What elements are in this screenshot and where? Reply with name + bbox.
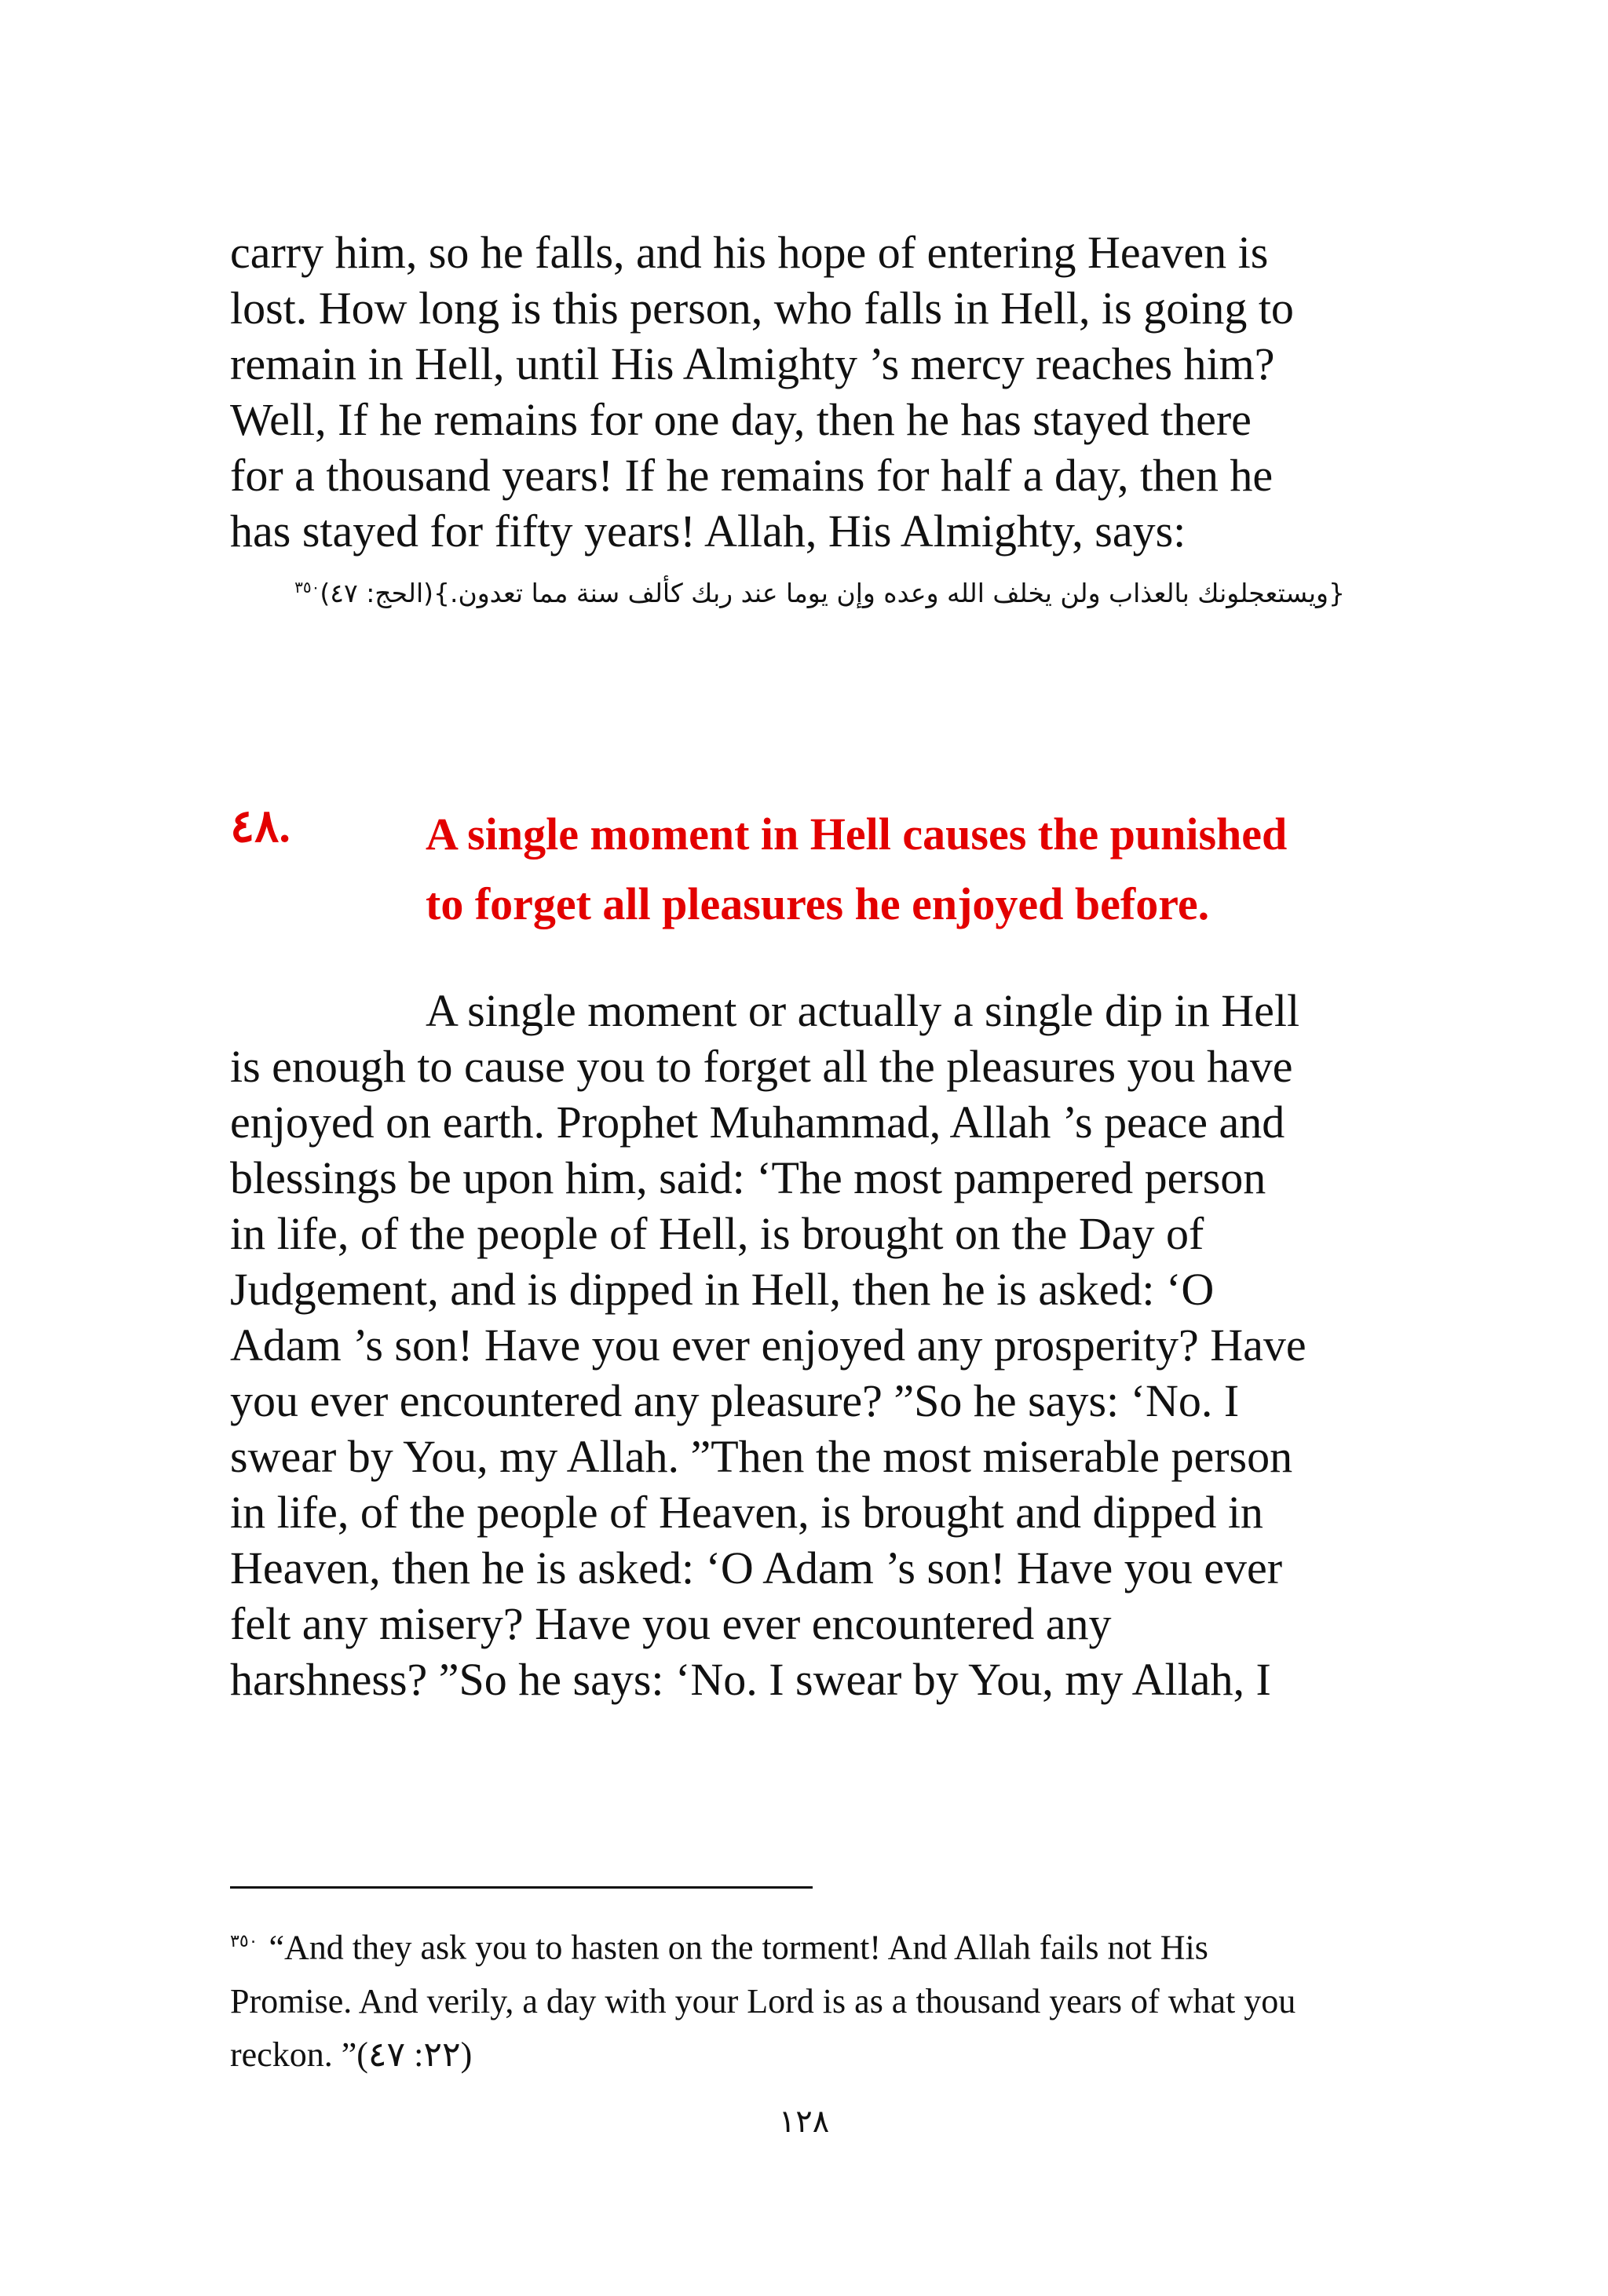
footnote-reference: ٣٥٠	[294, 578, 320, 597]
footnote-line	[230, 1915, 1392, 1975]
text-line: blessings be upon him, said: ‘The most pampered person	[230, 1152, 1266, 1203]
body-paragraph	[230, 983, 1392, 1707]
quran-verse	[230, 567, 1345, 614]
verse-text: {ويستعجلونك بالعذاب ولن يخلف الله وعده وإن يوما عند ربك كألف سنة مما تعدون.}(الحج: ٤٧)	[320, 578, 1345, 608]
footnote	[230, 1915, 1392, 2082]
text-line: remain in Hell, until His Almighty ’s mercy reaches him?	[230, 338, 1275, 389]
text-line: lost. How long is this person, who falls in Hell, is going to	[230, 283, 1294, 334]
text-line: carry him, so he falls, and his hope of entering Heaven is	[230, 227, 1269, 278]
footnote-separator	[230, 1886, 813, 1889]
text-line: Adam ’s son! Have you ever enjoyed any prosperity? Have	[230, 1320, 1306, 1371]
text-line: swear by You, my Allah. ”Then the most miserable person	[230, 1431, 1293, 1482]
continued-paragraph	[230, 224, 1376, 559]
text-line: in life, of the people of Heaven, is brought and dipped in	[230, 1487, 1263, 1538]
text-line: Heaven, then he is asked: ‘O Adam ’s son! Have you ever	[230, 1542, 1283, 1593]
section-number: ٤٨.	[230, 801, 291, 852]
heading-line: A single moment in Hell causes the punished	[426, 809, 1288, 860]
text-line: in life, of the people of Hell, is brought on the Day of	[230, 1208, 1204, 1259]
heading-line: to forget all pleasures he enjoyed before.	[426, 878, 1210, 929]
text-line: Judgement, and is dipped in Hell, then he is asked: ‘O	[230, 1264, 1215, 1315]
page-number: ١٢٨	[778, 2104, 830, 2140]
text-line: for a thousand years! If he remains for half a day, then he	[230, 450, 1274, 501]
text-line: A single moment or actually a single dip in Hell	[426, 985, 1300, 1036]
text-line: harshness? ”So he says: ‘No. I swear by You, my Allah, I	[230, 1654, 1271, 1705]
text-line: Well, If he remains for one day, then he has stayed there	[230, 394, 1252, 445]
text-line: you ever encountered any pleasure? ”So he says: ‘No. I	[230, 1375, 1240, 1426]
text-line: is enough to cause you to forget all the pleasures you have	[230, 1041, 1293, 1092]
footnote-text: “And they ask you to hasten on the torment! And Allah fails not His	[269, 1928, 1208, 1967]
text-line: has stayed for fifty years! Allah, His Almighty, says:	[230, 506, 1186, 557]
footnote-line: reckon. ”(٢٢: ٤٧)	[230, 2035, 473, 2074]
footnote-marker: ٣٥٠	[230, 1932, 258, 1951]
text-line: enjoyed on earth. Prophet Muhammad, Allah ’s peace and	[230, 1097, 1285, 1148]
footnote-line: Promise. And verily, a day with your Lord is as a thousand years of what you	[230, 1981, 1296, 2020]
text-line: felt any misery? Have you ever encountered any	[230, 1598, 1112, 1649]
section-heading	[426, 799, 1383, 939]
